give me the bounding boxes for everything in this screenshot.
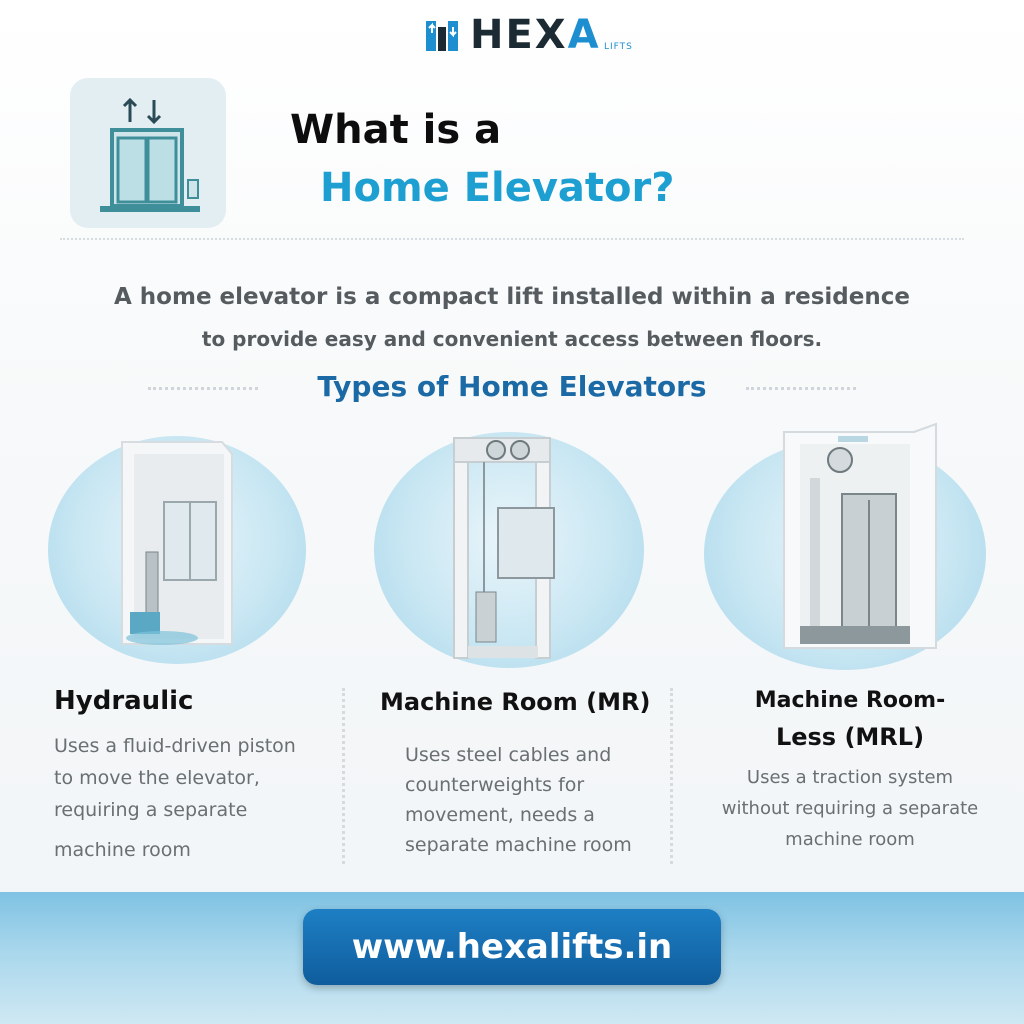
type-title-mr: Machine Room (MR)	[380, 688, 651, 716]
hydraulic-elevator-illustration	[112, 432, 242, 654]
elevator-icon	[70, 78, 226, 228]
intro-line-1: A home elevator is a compact lift installed within a residence	[114, 284, 910, 310]
heading-dash-right	[746, 387, 856, 390]
elevator-icon-card	[70, 78, 226, 228]
hexa-logo-icon	[424, 15, 464, 55]
type-title-hydraulic: Hydraulic	[54, 686, 194, 716]
header-divider	[60, 238, 964, 240]
title-line-2: Home Elevator?	[320, 165, 675, 211]
type-title-mrl: Machine Room- Less (MRL)	[754, 688, 946, 751]
brand-wordmark: HEXA	[470, 12, 601, 58]
column-separator-2	[670, 688, 673, 864]
title-line-1: What is a	[290, 107, 502, 153]
brand-logo	[424, 12, 633, 58]
type-description-hydraulic: Uses a fluid-driven piston to move the elevator, requiring a separate machine room	[54, 735, 296, 861]
mr-elevator-illustration	[448, 432, 558, 664]
intro-line-2: to provide easy and convenient access between floors.	[201, 327, 823, 351]
website-url[interactable]: www.hexalifts.in	[351, 927, 673, 967]
column-separator-1	[342, 688, 345, 864]
mrl-elevator-illustration	[780, 418, 940, 658]
type-description-mrl: Uses a traction system without requiring a separate machine room	[721, 767, 979, 850]
type-description-mr: Uses steel cables and counterweights for movement, needs a separate machine room	[405, 744, 632, 856]
website-link-button[interactable]	[303, 909, 721, 985]
brand-subtitle: LIFTS	[604, 42, 633, 52]
types-heading: Types of Home Elevators	[317, 370, 707, 403]
